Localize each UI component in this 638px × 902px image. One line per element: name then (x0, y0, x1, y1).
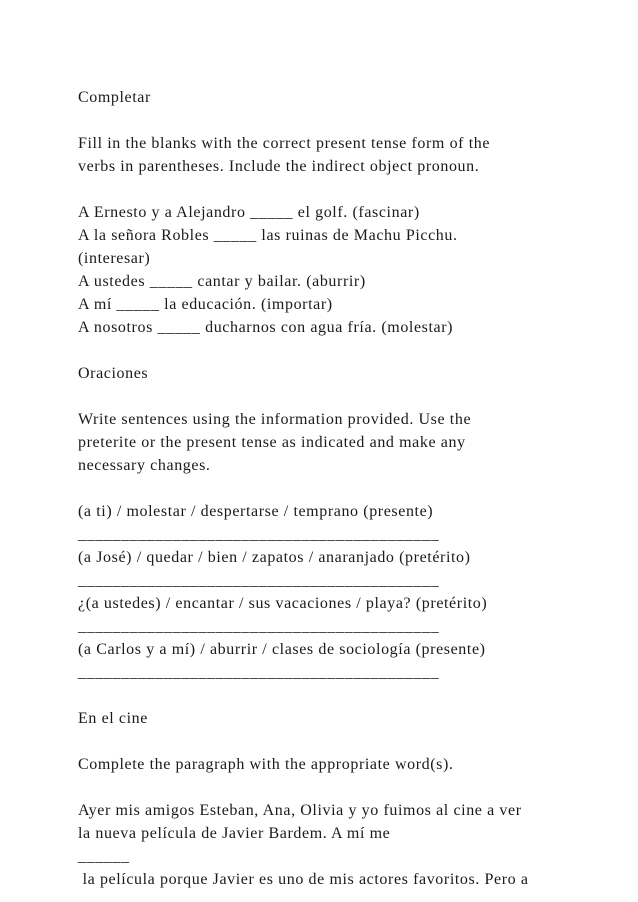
oraciones-instructions-line: necessary changes. (78, 457, 211, 474)
cine-paragraph-line: Ayer mis amigos Esteban, Ana, Olivia y yo fuimos al cine a ver (78, 802, 522, 819)
oraciones-instructions-line: Write sentences using the information provided. Use the (78, 411, 472, 428)
cine-blank: ______ (78, 848, 130, 865)
cine-instructions: Complete the paragraph with the appropriate word(s). (78, 756, 454, 773)
completar-item: (interesar) (78, 250, 151, 267)
spacer (78, 178, 618, 201)
oraciones-prompt: (a Carlos y a mí) / aburrir / clases de sociología (presente) (78, 641, 486, 658)
oraciones-answer-line: __________________________________________ (78, 664, 440, 681)
spacer (78, 477, 618, 500)
spacer (78, 339, 618, 362)
oraciones-instructions-line: preterite or the present tense as indicated and make any (78, 434, 466, 451)
completar-item: A ustedes _____ cantar y bailar. (aburrir) (78, 273, 366, 290)
spacer (78, 730, 618, 753)
completar-item: A mí _____ la educación. (importar) (78, 296, 333, 313)
completar-instructions-line: Fill in the blanks with the correct present tense form of the (78, 135, 491, 152)
oraciones-prompt: ¿(a ustedes) / encantar / sus vacaciones / playa? (pretérito) (78, 595, 488, 612)
section-title-oraciones: Oraciones (78, 365, 149, 382)
cine-paragraph-line: la nueva película de Javier Bardem. A mí me (78, 825, 391, 842)
oraciones-prompt: (a José) / quedar / bien / zapatos / anaranjado (pretérito) (78, 549, 471, 566)
completar-item: A Ernesto y a Alejandro _____ el golf. (fascinar) (78, 204, 420, 221)
section-title-cine: En el cine (78, 710, 148, 727)
completar-item: A la señora Robles _____ las ruinas de Machu Picchu. (78, 227, 458, 244)
spacer (78, 385, 618, 408)
spacer (78, 684, 618, 707)
section-title-completar: Completar (78, 89, 151, 106)
oraciones-answer-line: __________________________________________ (78, 572, 440, 589)
oraciones-answer-line: __________________________________________ (78, 618, 440, 635)
spacer (78, 776, 618, 799)
completar-instructions-line: verbs in parentheses. Include the indirect object pronoun. (78, 158, 480, 175)
completar-item: A nosotros _____ ducharnos con agua fría. (molestar) (78, 319, 454, 336)
spacer (78, 109, 618, 132)
document-page (78, 86, 618, 891)
oraciones-answer-line: __________________________________________ (78, 526, 440, 543)
cine-paragraph-line: la película porque Javier es uno de mis actores favoritos. Pero a (78, 871, 529, 888)
oraciones-prompt: (a ti) / molestar / despertarse / temprano (presente) (78, 503, 434, 520)
